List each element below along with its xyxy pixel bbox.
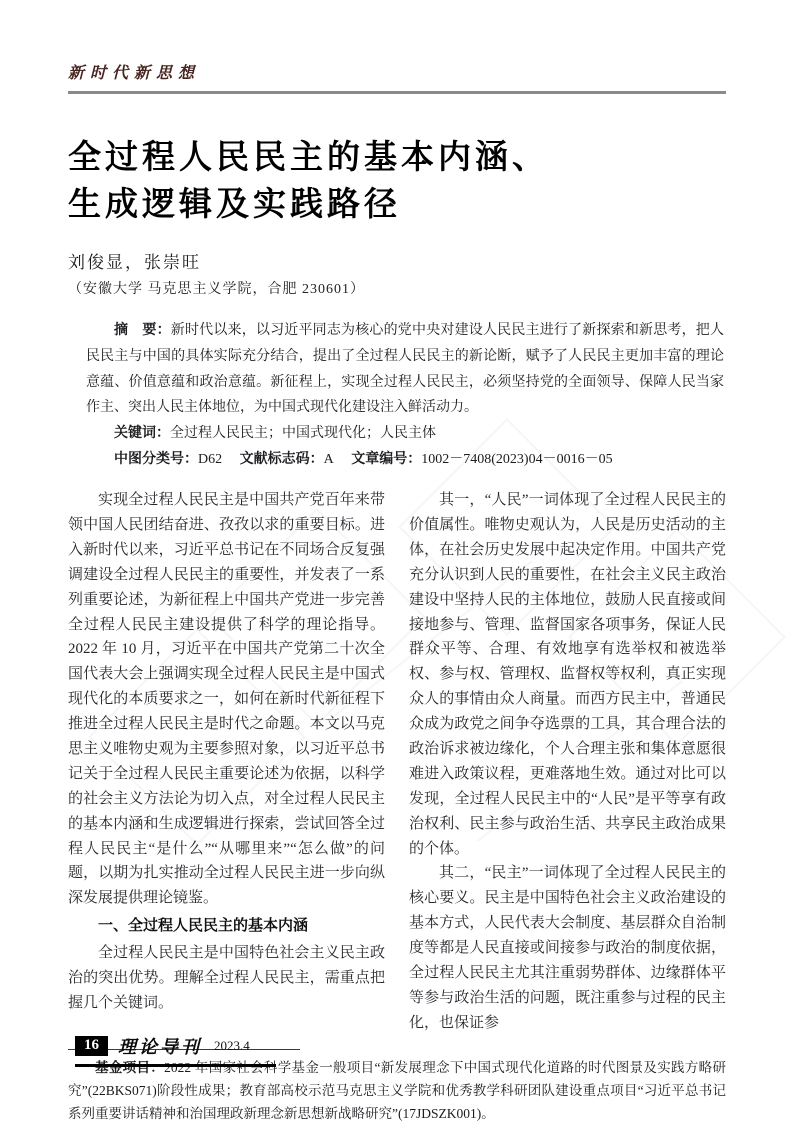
abstract-text: 新时代以来，以习近平同志为核心的党中央对建设人民民主进行了新探索和新思考，把人民民主与中国的具体实际充分结合，提出了全过程人民民主的新论断，赋予了人民民主更加丰富的理论意蕴、价值意蕴和政治意蕴。新征程上，实现全过程人民民主，必须坚持党的全面领导、保障人民当家作主、突出人民主体地位，为中国式现代化建设注入鲜活动力。 [86, 322, 725, 416]
page-number: 16 [75, 1036, 108, 1056]
column-section-label: 新时代新思想 [68, 63, 201, 82]
right-column [409, 488, 726, 1036]
left-column [68, 488, 385, 1036]
body-columns [68, 488, 726, 1036]
body-paragraph: 其一，“人民”一词体现了全过程人民民主的价值属性。唯物史观认为，人民是历史活动的主体，在社会历史发展中起决定作用。中国共产党充分认识到人民的重要性，在社会主义民主政治建设中坚持人民的主体地位，鼓励人民直接或间接地参与、管理、监督国家各项事务，保证人民群众平等、合理、有效地享有选举权和被选举权、参与权、管理权、监督权等权利，真正实现众人的事情由众人商量。而西方民主中，普通民众成为政党之间争夺选票的工具，其合理合法的政治诉求被边缘化，个人合理主张和集体意愿很难进入政策议程，更难落地生效。通过对比可以发现，全过程人民民主中的“人民”是平等享有政治权利、民主参与政治生活、共享民主政治成果的个体。 [409, 492, 726, 857]
body-paragraph: 全过程人民民主是中国特色社会主义民主政治的突出优势。理解全过程人民民主，需重点把握几个关键词。 [68, 945, 385, 1011]
abstract-block [86, 318, 724, 473]
page-footer [75, 1033, 276, 1067]
affiliation: （安徽大学 马克思主义学院，合肥 230601） [68, 281, 365, 297]
clc-value: D62 [198, 452, 223, 468]
journal-name: 理论导刊 [118, 1037, 202, 1058]
doc-code-value: A [323, 452, 334, 468]
doc-code-label: 文献标志码： [239, 452, 324, 468]
keywords-text: 全过程人民民主；中国式现代化；人民主体 [170, 426, 436, 442]
article-id-label: 文章编号： [351, 452, 422, 468]
article-title [68, 134, 726, 228]
body-paragraph: 其二，“民主”一词体现了全过程人民民主的核心要义。民主是中国特色社会主义政治建设的基本方式，人民代表大会制度、基层群众自治制度等都是人民直接或间接参与政治的制度依据，全过程人民民主尤其注重弱势群体、边缘群体平等参与政治生活的问题，既注重参与过程的民主化，也保证参 [409, 865, 726, 1031]
fund-text: 2022 年国家社会科学基金一般项目“新发展理念下中国式现代化道路的时代图景及实践方略研究”(22BKS071)阶段性成果；教育部高校示范马克思主义学院和优秀教学科研团队建设重点项目“习近平总书记系列重要讲话精神和治国理政新理念新思想新战略研究”(17JDSZK001)。 [68, 1059, 726, 1121]
page-content [0, 60, 794, 1122]
article-id-value: 1002－7408(2023)04－0016－05 [421, 452, 613, 468]
keywords-line [86, 421, 724, 447]
article-meta-line [86, 447, 724, 473]
abstract-label: 摘 要： [114, 322, 171, 338]
fund-label: 基金项目： [95, 1059, 165, 1075]
article-title-line2: 生成逻辑及实践路径 [68, 184, 401, 222]
body-paragraph: 实现全过程人民民主是中国共产党百年来带领中国人民团结奋进、孜孜以求的重要目标。进入新时代以来，习近平总书记在不同场合反复强调建设全过程人民民主的重要性，并发表了一系列重要论述，为新征程上中国共产党进一步完善全过程人民民主建设提供了科学的理论指导。2022 年 10 月，习近平在中国共产党第二十次全国代表大会上强调实现全过程人民民主是中国式现代化的本质要求之一，如何在新时代新征程下推进全过程人民民主是时代之命题。本文以马克思主义唯物史观为主要参照对象，以习近平总书记关于全过程人民民主重要论述为依据，以科学的社会主义方法论为切入点，对全过程人民民主的基本内涵和生成逻辑进行探索，尝试回答全过程人民民主“是什么”“从哪里来”“怎么做”的问题，以期为扎实推动全过程人民民主进一步向纵深发展提供理论镜鉴。 [68, 492, 385, 907]
header-rule [68, 91, 726, 94]
clc-label: 中图分类号： [114, 452, 198, 468]
keywords-label: 关键词： [114, 426, 170, 442]
journal-issue: 2023.4 [214, 1038, 250, 1053]
section-heading-1: 一、全过程人民民主的基本内涵 [98, 917, 309, 935]
abstract-paragraph [86, 318, 724, 422]
article-title-line1: 全过程人民民主的基本内涵、 [68, 138, 549, 175]
authors: 刘俊显，张崇旺 [68, 252, 201, 272]
